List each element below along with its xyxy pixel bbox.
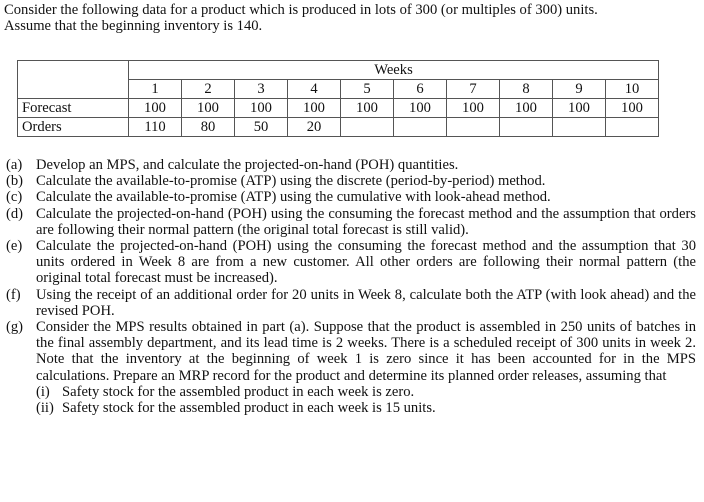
- forecast-value: 100: [394, 98, 447, 117]
- weeks-header: Weeks: [129, 61, 659, 80]
- week-number: 9: [553, 79, 606, 98]
- question-a: [6, 157, 696, 173]
- question-text: Calculate the available-to-promise (ATP) using the cumulative with look-ahead method.: [36, 189, 551, 206]
- orders-value: [553, 117, 606, 136]
- week-number: 6: [394, 79, 447, 98]
- problem-intro: [4, 2, 694, 34]
- orders-row: [18, 117, 659, 136]
- subquestion-label: (i): [36, 383, 50, 400]
- orders-value: [500, 117, 553, 136]
- week-number: 5: [341, 79, 394, 98]
- question-c: [6, 189, 696, 205]
- question-label: (a): [6, 157, 23, 173]
- subquestion-text: Safety stock for the assembled product in each week is 15 units.: [62, 400, 436, 417]
- demand-table: [17, 60, 659, 137]
- question-label: (e): [6, 238, 23, 255]
- forecast-value: 100: [288, 98, 341, 117]
- question-text: Calculate the projected-on-hand (POH) using the consuming the forecast method and the assumption that orders are following their normal pattern (the original total forecast is still valid).: [36, 205, 696, 238]
- week-number: 4: [288, 79, 341, 98]
- table-corner-cell-2: [18, 79, 129, 98]
- question-text: Calculate the available-to-promise (ATP) using the discrete (period-by-period) method.: [36, 173, 546, 190]
- subquestion-text: Safety stock for the assembled product in each week is zero.: [62, 383, 415, 400]
- table-corner-cell: [18, 61, 129, 80]
- subquestion-label: (ii): [36, 400, 54, 417]
- orders-value: 110: [129, 117, 182, 136]
- forecast-value: 100: [447, 98, 500, 117]
- subquestion-i: [6, 384, 696, 400]
- intro-line-1: Consider the following data for a product which is produced in lots of 300 (or multiples of 300) units.: [4, 2, 598, 18]
- subquestion-ii: [6, 400, 696, 416]
- week-number-row: [18, 79, 659, 98]
- question-text: Using the receipt of an additional order for 20 units in Week 8, calculate both the ATP (with look ahead) and the revised POH.: [36, 286, 696, 319]
- forecast-value: 100: [129, 98, 182, 117]
- question-label: (g): [6, 319, 24, 336]
- question-text: Consider the MPS results obtained in part (a). Suppose that the product is assembled in 250 units of batches in the final assembly department, and its lead time is 2 weeks. There is a scheduled receipt of 300 units in week 2. Note that the inventory at the beginning of week 1 is zero since it has been accounted for in the MPS calculations. Prepare an MRP record for the product and determine its planned order releases, assuming that: [36, 319, 696, 384]
- row-label-forecast: Forecast: [18, 98, 129, 117]
- orders-value: [394, 117, 447, 136]
- orders-value: [341, 117, 394, 136]
- question-label: (f): [6, 286, 21, 303]
- question-e: [6, 238, 696, 287]
- forecast-value: 100: [235, 98, 288, 117]
- question-b: [6, 173, 696, 189]
- orders-value: 80: [182, 117, 235, 136]
- week-number: 8: [500, 79, 553, 98]
- question-f: [6, 287, 696, 319]
- orders-value: [447, 117, 500, 136]
- forecast-value: 100: [182, 98, 235, 117]
- week-number: 7: [447, 79, 500, 98]
- orders-value: 50: [235, 117, 288, 136]
- week-number: 2: [182, 79, 235, 98]
- forecast-value: 100: [606, 98, 659, 117]
- question-text: Develop an MPS, and calculate the projected-on-hand (POH) quantities.: [36, 157, 459, 173]
- forecast-value: 100: [500, 98, 553, 117]
- question-label: (c): [6, 189, 23, 206]
- orders-value: 20: [288, 117, 341, 136]
- question-label: (d): [6, 205, 24, 222]
- question-d: [6, 206, 696, 238]
- question-list: [6, 157, 696, 416]
- intro-line-2: Assume that the beginning inventory is 140.: [4, 18, 263, 35]
- question-label: (b): [6, 173, 24, 190]
- forecast-value: 100: [341, 98, 394, 117]
- question-g: [6, 319, 696, 384]
- row-label-orders: Orders: [18, 117, 129, 136]
- orders-value: [606, 117, 659, 136]
- week-number: 10: [606, 79, 659, 98]
- week-number: 1: [129, 79, 182, 98]
- forecast-value: 100: [553, 98, 606, 117]
- forecast-row: [18, 98, 659, 117]
- question-text: Calculate the projected-on-hand (POH) using the consuming the forecast method and the assumption that 30 units ordered in Week 8 are from a new customer. All other orders are following their normal pattern (the original total forecast must be increased).: [36, 238, 696, 287]
- week-number: 3: [235, 79, 288, 98]
